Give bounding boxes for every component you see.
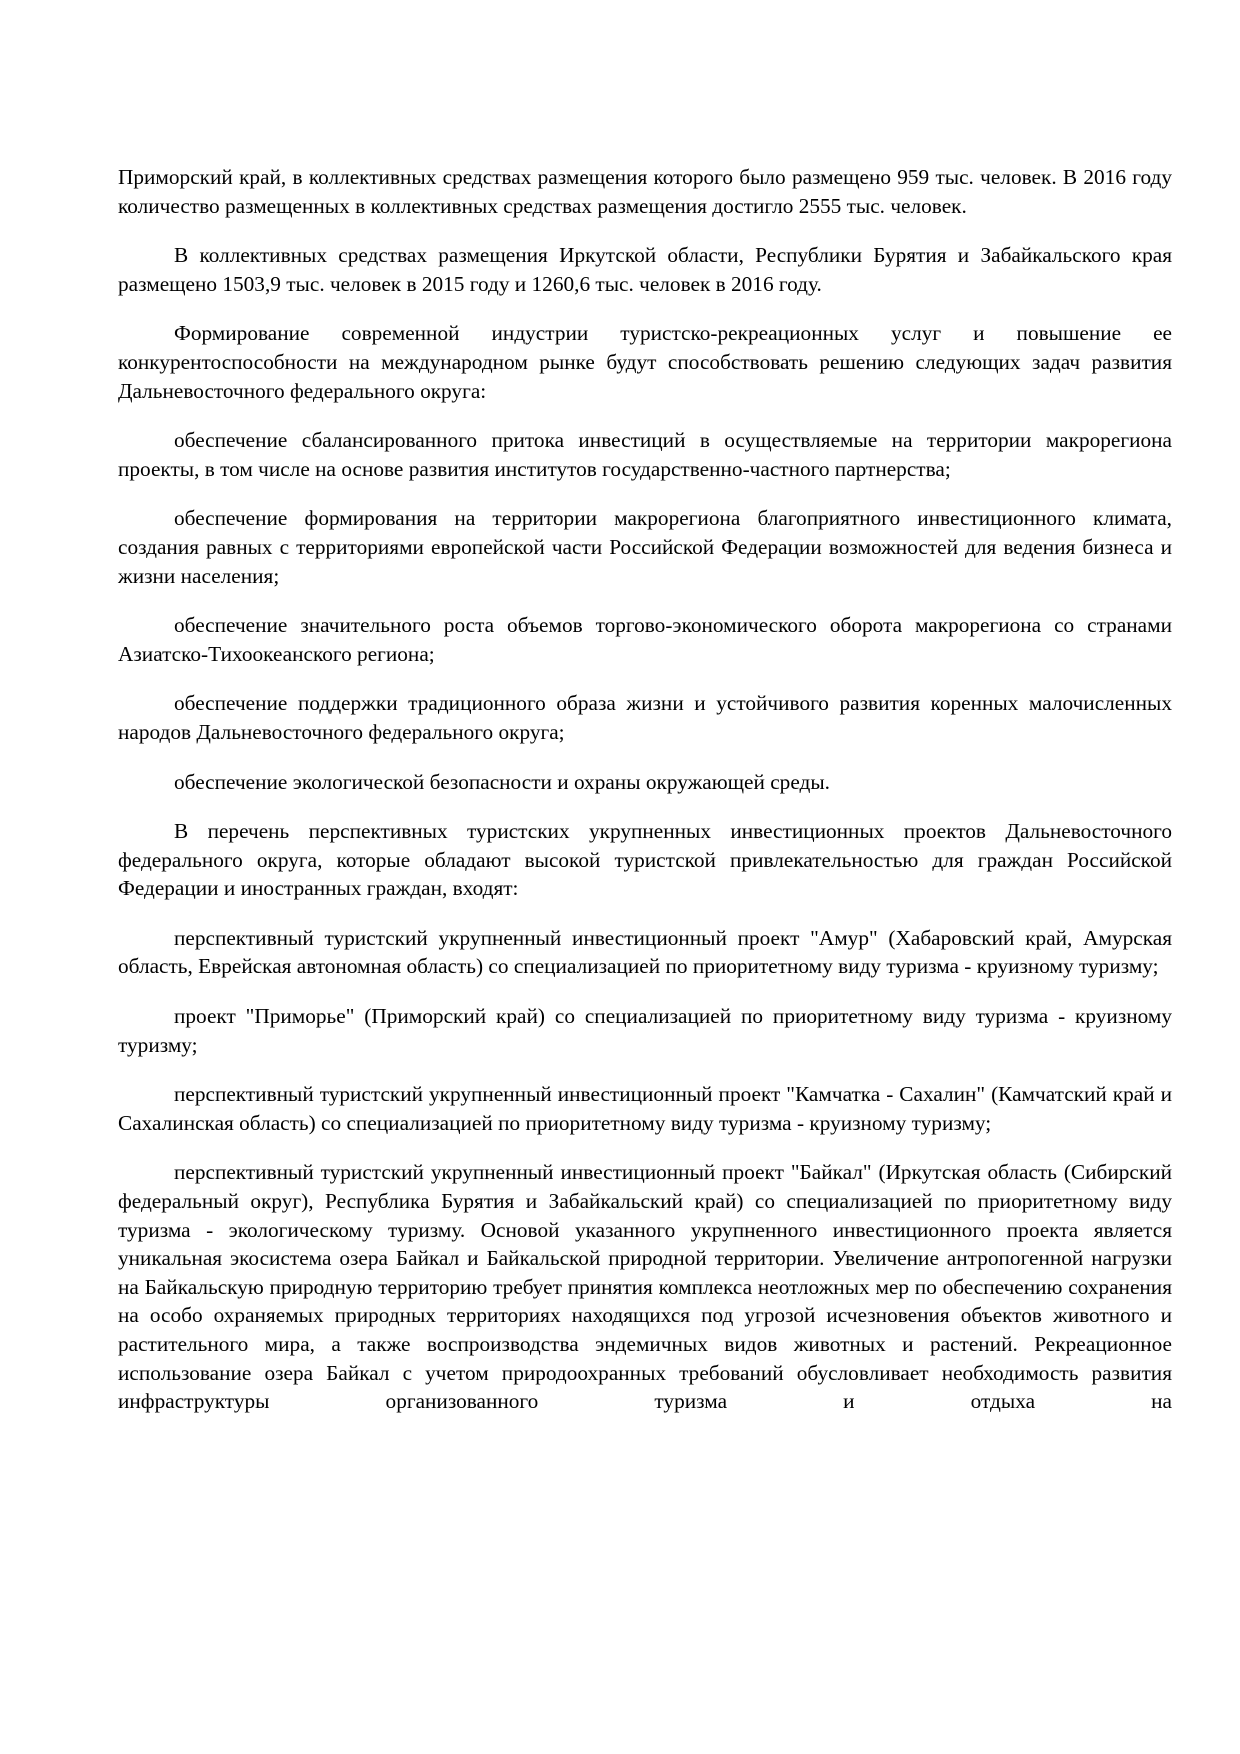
list-item-investment-inflow: обеспечение сбалансированного притока инвестиций в осуществляемые на территории макрорегиона проекты, в том числе на основе развития институтов государственно-частного партнерства;: [118, 428, 1172, 481]
paragraph-projects-list-intro: В перечень перспективных туристских укрупненных инвестиционных проектов Дальневосточного федерального округа, которые обладают высокой туристской привлекательностью для граждан Российской Федерации и иностранных граждан, входят:: [118, 819, 1172, 901]
list-item-trade-growth: обеспечение значительного роста объемов торгово-экономического оборота макрорегиона со странами Азиатско-Тихоокеанского региона;: [118, 613, 1172, 666]
list-item-ecological-safety: обеспечение экологической безопасности и охраны окружающей среды.: [174, 769, 830, 794]
list-item-project-kamchatka-sakhalin: перспективный туристский укрупненный инвестиционный проект "Камчатка - Сахалин" (Камчатский край и Сахалинская область) со специализацией по приоритетному виду туризма - круизному туризму;: [118, 1082, 1172, 1135]
list-item-project-amur: перспективный туристский укрупненный инвестиционный проект "Амур" (Хабаровский край, Амурская область, Еврейская автономная область) со специализацией по приоритетному виду туризма - круизному туризму;: [118, 925, 1172, 979]
list-item-investment-climate: обеспечение формирования на территории макрорегиона благоприятного инвестиционного климата, создания равных с территориями европейской части Российской Федерации возможностей для ведения бизнеса и жизни населения;: [118, 506, 1172, 588]
list-item-project-baikal: перспективный туристский укрупненный инвестиционный проект "Байкал" (Иркутская область (Сибирский федеральный округ), Республика Бурятия и Забайкальский край) со специализацией по приоритетному виду туризма - экологическому туризму. Основой указанного укрупненного инвестиционного проекта является уникальная экосистема озера Байкал и Байкальской природной территории. Увеличение антропогенной нагрузки на Байкальскую природную территорию требует принятия комплекса неотложных мер по обеспечению сохранения на особо охраняемых природных территориях находящихся под угрозой исчезновения объектов животного и растительного мира, а также воспроизводства эндемичных видов животных и растений. Рекреационное использование озера Байкал с учетом природоохранных требований обусловливает необходимость развития инфраструктуры организованного туризма и отдыха на: [118, 1160, 1172, 1414]
paragraph-accommodation-baikal-region: В коллективных средствах размещения Иркутской области, Республики Бурятия и Забайкальского края размещено 1503,9 тыс. человек в 2015 году и 1260,6 тыс. человек в 2016 году.: [118, 243, 1172, 296]
list-item-indigenous-peoples: обеспечение поддержки традиционного образа жизни и устойчивого развития коренных малочисленных народов Дальневосточного федерального округа;: [118, 691, 1172, 744]
paragraph-tourism-industry-tasks: Формирование современной индустрии туристско-рекреационных услуг и повышение ее конкурентоспособности на международном рынке будут способствовать решению следующих задач развития Дальневосточного федерального округа:: [118, 321, 1172, 403]
list-item-project-primorye: проект "Приморье" (Приморский край) со специализацией по приоритетному виду туризма - круизному туризму;: [118, 1004, 1172, 1057]
paragraph-accommodation-primorsky: Приморский край, в коллективных средствах размещения которого было размещено 959 тыс. человек. В 2016 году количество размещенных в коллективных средствах размещения достигло 2555 тыс. человек.: [118, 165, 1172, 218]
document-page: [118, 163, 1172, 1437]
